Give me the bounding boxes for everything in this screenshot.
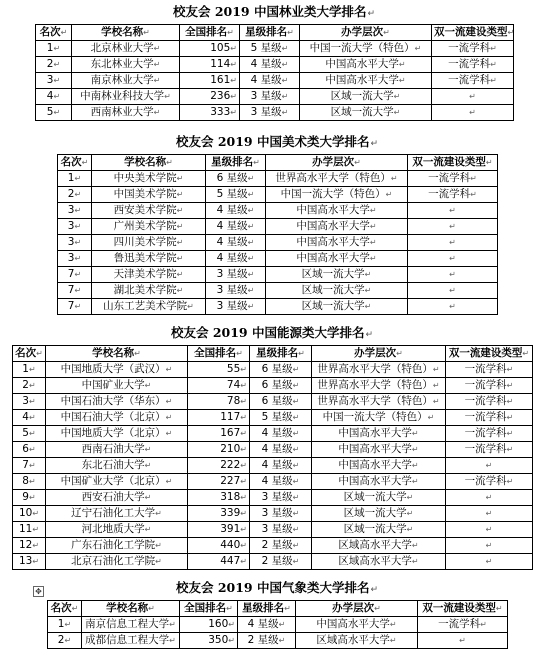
table-cell: 中国地质大学（武汉）↵ bbox=[46, 362, 188, 378]
table-cell: 区域一流大学↵ bbox=[300, 105, 432, 121]
table-cell: 中国石油大学（华东）↵ bbox=[46, 394, 188, 410]
table-cell: 区域一流大学↵ bbox=[266, 283, 408, 299]
header-row bbox=[48, 601, 508, 617]
table-cell: 世界高水平大学（特色）↵ bbox=[312, 394, 446, 410]
table-row bbox=[13, 378, 533, 394]
table-cell: 3↵ bbox=[58, 219, 92, 235]
table-cell: 447↵ bbox=[188, 554, 250, 570]
table-cell: 一流学科↵ bbox=[446, 394, 533, 410]
table-cell: ↵ bbox=[446, 522, 533, 538]
column-header: 全国排名↵ bbox=[180, 25, 240, 41]
table-cell: 3 星级↵ bbox=[240, 105, 300, 121]
column-header: 星级排名↵ bbox=[240, 25, 300, 41]
table-row bbox=[13, 538, 533, 554]
table-cell: 一流学科↵ bbox=[446, 362, 533, 378]
table-cell: 3 星级↵ bbox=[250, 490, 312, 506]
column-header: 星级排名↵ bbox=[206, 155, 266, 171]
table-cell: 2↵ bbox=[36, 57, 72, 73]
table-cell: 中国美术学院↵ bbox=[92, 187, 206, 203]
table-cell: 中国高水平大学↵ bbox=[266, 235, 408, 251]
table-cell: 中国石油大学（北京）↵ bbox=[46, 410, 188, 426]
table-cell: 一流学科↵ bbox=[432, 73, 514, 89]
column-header: 学校名称↵ bbox=[82, 601, 180, 617]
column-header: 学校名称↵ bbox=[92, 155, 206, 171]
table-cell: 南京林业大学↵ bbox=[72, 73, 180, 89]
table-cell: ↵ bbox=[408, 203, 498, 219]
table-cell: 2 星级↵ bbox=[250, 538, 312, 554]
table-cell: 4 星级↵ bbox=[206, 203, 266, 219]
table-cell: ↵ bbox=[408, 299, 498, 315]
forestry-title: 校友会 2019 中国林业类大学排名↵ bbox=[172, 4, 376, 19]
table-cell: 中国高水平大学↵ bbox=[266, 251, 408, 267]
table-cell: 4 星级↵ bbox=[206, 235, 266, 251]
table-cell: 3↵ bbox=[13, 394, 46, 410]
table-cell: 西安石油大学↵ bbox=[46, 490, 188, 506]
table-cell: 区域一流大学↵ bbox=[266, 299, 408, 315]
table-cell: 中国高水平大学↵ bbox=[296, 617, 418, 633]
table-cell: 中国地质大学（北京）↵ bbox=[46, 426, 188, 442]
column-header: 名次↵ bbox=[36, 25, 72, 41]
table-cell: 78↵ bbox=[188, 394, 250, 410]
table-cell: ↵ bbox=[446, 506, 533, 522]
table-cell: 4 星级↵ bbox=[250, 426, 312, 442]
table-cell: 1↵ bbox=[58, 171, 92, 187]
table-cell: 333↵ bbox=[180, 105, 240, 121]
table-cell: 6↵ bbox=[13, 442, 46, 458]
table-cell: 7↵ bbox=[58, 283, 92, 299]
table-row bbox=[36, 41, 514, 57]
table-cell: 中央美术学院↵ bbox=[92, 171, 206, 187]
table-cell: 中国高水平大学↵ bbox=[312, 474, 446, 490]
table-cell: 339↵ bbox=[188, 506, 250, 522]
table-cell: 区域一流大学↵ bbox=[312, 506, 446, 522]
table-cell: 6 星级↵ bbox=[250, 362, 312, 378]
forestry-section bbox=[35, 4, 514, 121]
table-cell: ↵ bbox=[418, 633, 508, 649]
header-row bbox=[58, 155, 498, 171]
table-cell: 2 星级↵ bbox=[250, 554, 312, 570]
table-cell: ↵ bbox=[432, 105, 514, 121]
header-row bbox=[13, 346, 533, 362]
table-row bbox=[13, 554, 533, 570]
column-header: 办学层次↵ bbox=[312, 346, 446, 362]
table-cell: ↵ bbox=[446, 458, 533, 474]
table-cell: 鲁迅美术学院↵ bbox=[92, 251, 206, 267]
table-cell: 中国高水平大学↵ bbox=[266, 203, 408, 219]
column-header: 双一流建设类型↵ bbox=[408, 155, 498, 171]
table-cell: 4↵ bbox=[36, 89, 72, 105]
table-cell: 中国高水平大学↵ bbox=[312, 426, 446, 442]
table-cell: 391↵ bbox=[188, 522, 250, 538]
table-cell: ↵ bbox=[408, 235, 498, 251]
table-cell: 6 星级↵ bbox=[250, 394, 312, 410]
table-cell: 世界高水平大学（特色）↵ bbox=[266, 171, 408, 187]
table-cell: 5 星级↵ bbox=[206, 187, 266, 203]
table-move-handle-icon[interactable]: ✥ bbox=[33, 586, 44, 597]
energy-table bbox=[12, 345, 533, 570]
table-cell: 一流学科↵ bbox=[432, 41, 514, 57]
table-cell: 318↵ bbox=[188, 490, 250, 506]
table-cell: 北京石油化工学院↵ bbox=[46, 554, 188, 570]
table-cell: 9↵ bbox=[13, 490, 46, 506]
table-cell: 105↵ bbox=[180, 41, 240, 57]
column-header: 学校名称↵ bbox=[72, 25, 180, 41]
table-cell: 7↵ bbox=[13, 458, 46, 474]
table-cell: 一流学科↵ bbox=[408, 187, 498, 203]
table-cell: 一流学科↵ bbox=[432, 57, 514, 73]
table-cell: 161↵ bbox=[180, 73, 240, 89]
table-cell: 117↵ bbox=[188, 410, 250, 426]
table-cell: 区域一流大学↵ bbox=[266, 267, 408, 283]
table-cell: 4 星级↵ bbox=[238, 617, 296, 633]
table-row bbox=[36, 89, 514, 105]
table-cell: 3 星级↵ bbox=[206, 299, 266, 315]
table-row bbox=[36, 105, 514, 121]
table-cell: 8↵ bbox=[13, 474, 46, 490]
table-cell: 中国一流大学（特色）↵ bbox=[266, 187, 408, 203]
table-cell: 3 星级↵ bbox=[250, 506, 312, 522]
table-cell: 天津美术学院↵ bbox=[92, 267, 206, 283]
table-cell: 中国矿业大学↵ bbox=[46, 378, 188, 394]
table-row bbox=[13, 394, 533, 410]
table-cell: 一流学科↵ bbox=[446, 378, 533, 394]
table-cell: 南京信息工程大学↵ bbox=[82, 617, 180, 633]
table-cell: ↵ bbox=[446, 554, 533, 570]
table-cell: 一流学科↵ bbox=[446, 426, 533, 442]
table-row bbox=[13, 410, 533, 426]
table-cell: 4 星级↵ bbox=[250, 474, 312, 490]
table-cell: 3 星级↵ bbox=[206, 283, 266, 299]
forestry-table bbox=[35, 24, 514, 121]
column-header: 星级排名↵ bbox=[250, 346, 312, 362]
table-row bbox=[13, 522, 533, 538]
header-row bbox=[36, 25, 514, 41]
art-section bbox=[57, 134, 498, 315]
table-cell: ↵ bbox=[408, 219, 498, 235]
table-row bbox=[13, 506, 533, 522]
table-cell: 6 星级↵ bbox=[206, 171, 266, 187]
table-row bbox=[13, 426, 533, 442]
column-header: 双一流建设类型↵ bbox=[446, 346, 533, 362]
table-cell: 东北林业大学↵ bbox=[72, 57, 180, 73]
table-cell: 5 星级↵ bbox=[240, 41, 300, 57]
table-cell: 中国高水平大学↵ bbox=[266, 219, 408, 235]
table-row bbox=[13, 490, 533, 506]
column-header: 名次↵ bbox=[13, 346, 46, 362]
meteorology-table bbox=[47, 600, 508, 649]
table-cell: 350↵ bbox=[180, 633, 238, 649]
table-row bbox=[58, 219, 498, 235]
meteorology-title: 校友会 2019 中国气象类大学排名↵ bbox=[175, 580, 379, 595]
table-cell: 河北地质大学↵ bbox=[46, 522, 188, 538]
table-cell: 4↵ bbox=[13, 410, 46, 426]
energy-title: 校友会 2019 中国能源类大学排名↵ bbox=[170, 325, 374, 340]
table-row bbox=[58, 251, 498, 267]
table-cell: 2↵ bbox=[48, 633, 82, 649]
table-cell: 3↵ bbox=[58, 235, 92, 251]
table-cell: 区域一流大学↵ bbox=[312, 522, 446, 538]
table-cell: ↵ bbox=[446, 538, 533, 554]
table-cell: 东北石油大学↵ bbox=[46, 458, 188, 474]
table-cell: 广州美术学院↵ bbox=[92, 219, 206, 235]
table-cell: 4 星级↵ bbox=[206, 251, 266, 267]
table-row bbox=[58, 235, 498, 251]
art-table bbox=[57, 154, 498, 315]
table-cell: 5↵ bbox=[36, 105, 72, 121]
table-cell: 7↵ bbox=[58, 299, 92, 315]
table-cell: 1↵ bbox=[13, 362, 46, 378]
table-row bbox=[36, 73, 514, 89]
table-cell: 55↵ bbox=[188, 362, 250, 378]
table-row bbox=[13, 458, 533, 474]
table-cell: 四川美术学院↵ bbox=[92, 235, 206, 251]
table-cell: ↵ bbox=[408, 251, 498, 267]
table-cell: 4 星级↵ bbox=[206, 219, 266, 235]
table-cell: 227↵ bbox=[188, 474, 250, 490]
table-cell: 2 星级↵ bbox=[238, 633, 296, 649]
table-cell: 2↵ bbox=[58, 187, 92, 203]
column-header: 全国排名↵ bbox=[180, 601, 238, 617]
table-row bbox=[58, 203, 498, 219]
table-row bbox=[58, 267, 498, 283]
table-cell: ↵ bbox=[408, 283, 498, 299]
table-row bbox=[48, 617, 508, 633]
table-cell: 北京林业大学↵ bbox=[72, 41, 180, 57]
table-cell: 西安美术学院↵ bbox=[92, 203, 206, 219]
table-cell: 区域一流大学↵ bbox=[312, 490, 446, 506]
table-cell: 1↵ bbox=[36, 41, 72, 57]
column-header: 名次↵ bbox=[48, 601, 82, 617]
art-title: 校友会 2019 中国美术类大学排名↵ bbox=[175, 134, 379, 149]
table-cell: 区域高水平大学↵ bbox=[296, 633, 418, 649]
table-cell: 区域一流大学↵ bbox=[300, 89, 432, 105]
table-cell: 中南林业科技大学↵ bbox=[72, 89, 180, 105]
table-cell: ↵ bbox=[432, 89, 514, 105]
table-cell: 222↵ bbox=[188, 458, 250, 474]
table-cell: ↵ bbox=[446, 490, 533, 506]
table-cell: 辽宁石油化工大学↵ bbox=[46, 506, 188, 522]
table-row bbox=[13, 362, 533, 378]
table-cell: 广东石油化工学院↵ bbox=[46, 538, 188, 554]
table-cell: 3 星级↵ bbox=[240, 89, 300, 105]
table-cell: 4 星级↵ bbox=[250, 458, 312, 474]
table-cell: 西南石油大学↵ bbox=[46, 442, 188, 458]
table-cell: 中国高水平大学↵ bbox=[312, 442, 446, 458]
table-cell: 10↵ bbox=[13, 506, 46, 522]
table-cell: 世界高水平大学（特色）↵ bbox=[312, 362, 446, 378]
table-cell: 74↵ bbox=[188, 378, 250, 394]
table-cell: 一流学科↵ bbox=[418, 617, 508, 633]
table-cell: 7↵ bbox=[58, 267, 92, 283]
table-cell: 4 星级↵ bbox=[240, 73, 300, 89]
table-cell: 3↵ bbox=[36, 73, 72, 89]
table-row bbox=[13, 474, 533, 490]
table-cell: 4 星级↵ bbox=[240, 57, 300, 73]
table-cell: 一流学科↵ bbox=[446, 474, 533, 490]
table-cell: 2↵ bbox=[13, 378, 46, 394]
table-cell: 3↵ bbox=[58, 203, 92, 219]
column-header: 全国排名↵ bbox=[188, 346, 250, 362]
table-cell: 13↵ bbox=[13, 554, 46, 570]
table-cell: 6 星级↵ bbox=[250, 378, 312, 394]
table-cell: 中国矿业大学（北京）↵ bbox=[46, 474, 188, 490]
table-cell: 12↵ bbox=[13, 538, 46, 554]
column-header: 名次↵ bbox=[58, 155, 92, 171]
table-row bbox=[58, 171, 498, 187]
table-cell: 160↵ bbox=[180, 617, 238, 633]
table-cell: 11↵ bbox=[13, 522, 46, 538]
table-row bbox=[58, 283, 498, 299]
table-row bbox=[48, 633, 508, 649]
table-cell: 5↵ bbox=[13, 426, 46, 442]
table-cell: 区域高水平大学↵ bbox=[312, 554, 446, 570]
table-cell: 区域高水平大学↵ bbox=[312, 538, 446, 554]
table-cell: 中国一流大学（特色）↵ bbox=[300, 41, 432, 57]
table-cell: 湖北美术学院↵ bbox=[92, 283, 206, 299]
table-cell: 167↵ bbox=[188, 426, 250, 442]
table-cell: 3↵ bbox=[58, 251, 92, 267]
table-cell: 4 星级↵ bbox=[250, 442, 312, 458]
table-cell: 一流学科↵ bbox=[446, 410, 533, 426]
energy-section bbox=[12, 325, 533, 570]
table-row bbox=[36, 57, 514, 73]
column-header: 双一流建设类型↵ bbox=[418, 601, 508, 617]
table-cell: 3 星级↵ bbox=[206, 267, 266, 283]
table-cell: 世界高水平大学（特色）↵ bbox=[312, 378, 446, 394]
table-cell: 一流学科↵ bbox=[408, 171, 498, 187]
table-cell: 中国高水平大学↵ bbox=[300, 57, 432, 73]
table-cell: 440↵ bbox=[188, 538, 250, 554]
table-cell: 山东工艺美术学院↵ bbox=[92, 299, 206, 315]
table-row bbox=[13, 442, 533, 458]
table-cell: 中国高水平大学↵ bbox=[300, 73, 432, 89]
table-cell: 一流学科↵ bbox=[446, 442, 533, 458]
column-header: 双一流建设类型↵ bbox=[432, 25, 514, 41]
table-cell: 210↵ bbox=[188, 442, 250, 458]
column-header: 办学层次↵ bbox=[266, 155, 408, 171]
table-cell: 3 星级↵ bbox=[250, 522, 312, 538]
table-cell: 中国高水平大学↵ bbox=[312, 458, 446, 474]
table-row bbox=[58, 299, 498, 315]
table-cell: 西南林业大学↵ bbox=[72, 105, 180, 121]
column-header: 学校名称↵ bbox=[46, 346, 188, 362]
table-row bbox=[58, 187, 498, 203]
table-cell: 中国一流大学（特色）↵ bbox=[312, 410, 446, 426]
table-cell: 236↵ bbox=[180, 89, 240, 105]
column-header: 星级排名↵ bbox=[238, 601, 296, 617]
table-cell: 成都信息工程大学↵ bbox=[82, 633, 180, 649]
meteorology-section bbox=[47, 580, 508, 649]
column-header: 办学层次↵ bbox=[296, 601, 418, 617]
table-cell: 114↵ bbox=[180, 57, 240, 73]
table-cell: 1↵ bbox=[48, 617, 82, 633]
table-cell: 5 星级↵ bbox=[250, 410, 312, 426]
column-header: 办学层次↵ bbox=[300, 25, 432, 41]
table-cell: ↵ bbox=[408, 267, 498, 283]
